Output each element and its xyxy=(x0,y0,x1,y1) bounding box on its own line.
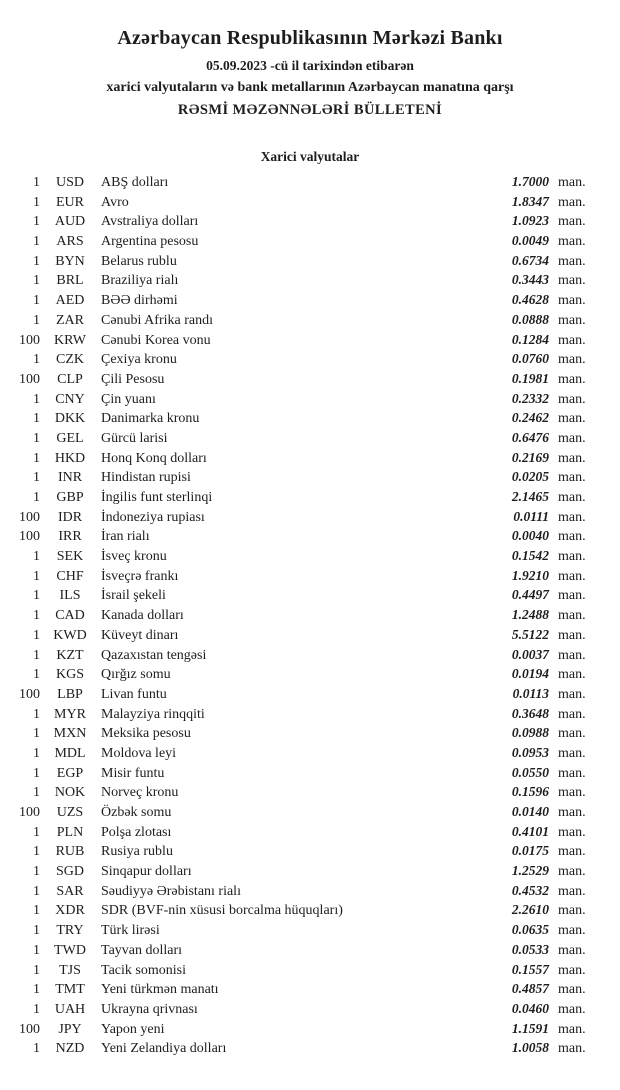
rate-value: 1.7000 xyxy=(511,174,549,189)
rate-unit: man. xyxy=(558,627,586,643)
rate-row xyxy=(0,605,620,625)
section-title-foreign-currencies: Xarici valyutalar xyxy=(260,149,360,164)
rate-unit: man. xyxy=(558,864,586,880)
rate-row xyxy=(0,1019,620,1039)
bulletin-subtitle: xarici valyutaların və bank metallarının Azərbaycan manatına qarşı xyxy=(106,80,514,95)
rate-unit: man. xyxy=(558,844,586,860)
rate-quantity: 1 xyxy=(33,864,40,880)
currency-code: CHF xyxy=(56,568,84,584)
currency-name: İngilis funt sterlinqi xyxy=(101,490,213,505)
rate-quantity: 1 xyxy=(33,942,40,958)
currency-name: Çexiya kronu xyxy=(101,352,177,368)
rate-unit: man. xyxy=(558,588,586,604)
rate-unit: man. xyxy=(558,175,586,190)
rate-value: 0.0111 xyxy=(513,508,549,524)
currency-name: Tayvan dolları xyxy=(101,942,183,958)
currency-code: RUB xyxy=(55,844,85,860)
currency-code: MXN xyxy=(53,726,87,742)
rate-value: 0.0635 xyxy=(511,922,549,938)
rate-unit: man. xyxy=(558,234,586,250)
rate-quantity: 1 xyxy=(33,470,40,486)
rate-value: 0.0040 xyxy=(511,528,549,544)
rate-quantity: 1 xyxy=(33,234,40,250)
rate-unit: man. xyxy=(558,1001,586,1017)
rate-row xyxy=(0,251,620,271)
rate-quantity: 1 xyxy=(33,214,40,230)
currency-name: Danimarka kronu xyxy=(101,411,200,427)
currency-name: Ukrayna qrivnası xyxy=(101,1001,198,1017)
currency-code: CAD xyxy=(55,608,85,624)
currency-code: BRL xyxy=(56,273,84,289)
rate-quantity: 1 xyxy=(33,982,40,998)
rate-row xyxy=(0,231,620,251)
rate-row xyxy=(0,369,620,389)
rate-row xyxy=(0,822,620,842)
rate-quantity: 1 xyxy=(33,194,40,210)
rate-row xyxy=(0,211,620,231)
rate-value: 0.0533 xyxy=(511,941,549,957)
rate-row xyxy=(0,625,620,645)
currency-code: UAH xyxy=(54,1001,86,1017)
rate-value: 0.3443 xyxy=(511,272,549,288)
rate-quantity: 100 xyxy=(19,371,40,387)
rate-row xyxy=(0,546,620,566)
currency-name: Kanada dolları xyxy=(101,608,184,624)
rate-row xyxy=(0,1038,620,1058)
rate-row xyxy=(0,585,620,605)
currency-name: BƏƏ dirhəmi xyxy=(101,293,178,309)
rate-quantity: 1 xyxy=(33,312,40,328)
bulletin-title: RƏSMİ MƏZƏNNƏLƏRİ BÜLLETENİ xyxy=(177,102,443,118)
currency-code: DKK xyxy=(54,411,86,427)
currency-code: JPY xyxy=(58,1021,82,1037)
currency-name: SDR (BVF-nin xüsusi borcalma hüquqları) xyxy=(101,903,343,919)
currency-code: ARS xyxy=(56,234,84,250)
currency-name: İran rialı xyxy=(101,529,150,545)
currency-name: Hindistan rupisi xyxy=(101,470,191,486)
rate-value: 1.8347 xyxy=(511,193,549,209)
rate-value: 0.2462 xyxy=(511,410,549,426)
rate-quantity: 100 xyxy=(19,529,40,545)
currency-code: AED xyxy=(55,293,85,309)
currency-code: ZAR xyxy=(56,312,84,328)
rate-value: 0.0037 xyxy=(511,646,549,662)
currency-code: KGS xyxy=(55,667,84,683)
rate-quantity: 1 xyxy=(33,883,40,899)
currency-code: CZK xyxy=(56,352,84,368)
currency-name: Sinqapur dolları xyxy=(101,864,192,880)
currency-name: Qırğız somu xyxy=(101,667,171,683)
rate-value: 5.5122 xyxy=(511,626,549,642)
rate-unit: man. xyxy=(558,824,586,840)
currency-code: SGD xyxy=(55,864,84,880)
rate-row xyxy=(0,900,620,920)
rate-quantity: 1 xyxy=(33,549,40,565)
rate-unit: man. xyxy=(558,509,586,525)
rate-value: 1.0058 xyxy=(511,1040,549,1056)
rate-row xyxy=(0,841,620,861)
rate-row xyxy=(0,428,620,448)
rate-unit: man. xyxy=(558,1041,586,1057)
rate-value: 0.1542 xyxy=(511,548,549,564)
currency-name: ABŞ dolları xyxy=(101,175,169,190)
rate-unit: man. xyxy=(558,765,586,781)
currency-name: Səudiyyə Ərəbistanı rialı xyxy=(101,883,241,899)
rate-quantity: 100 xyxy=(19,332,40,348)
rate-row xyxy=(0,349,620,369)
rate-row xyxy=(0,467,620,487)
rate-quantity: 1 xyxy=(33,785,40,801)
effective-date-line: 05.09.2023 -cü il tarixindən etibarən xyxy=(206,58,414,73)
rate-value: 1.0923 xyxy=(511,213,549,229)
rate-unit: man. xyxy=(558,194,586,210)
currency-code: GEL xyxy=(56,430,84,446)
rate-row xyxy=(0,526,620,546)
currency-code: PLN xyxy=(56,824,84,840)
rate-unit: man. xyxy=(558,608,586,624)
currency-name: Çin yuanı xyxy=(101,391,156,407)
rate-row xyxy=(0,310,620,330)
rate-value: 2.2610 xyxy=(511,902,549,918)
currency-name: Cənubi Afrika randı xyxy=(101,312,213,328)
rate-value: 0.4628 xyxy=(511,292,549,308)
rate-row xyxy=(0,861,620,881)
rate-row xyxy=(0,408,620,428)
rate-value: 0.4532 xyxy=(511,882,549,898)
rate-quantity: 1 xyxy=(33,923,40,939)
rate-value: 0.3648 xyxy=(511,705,549,721)
rate-quantity: 1 xyxy=(33,411,40,427)
rate-unit: man. xyxy=(558,923,586,939)
currency-name: Yapon yeni xyxy=(101,1021,165,1037)
currency-name: Braziliya rialı xyxy=(101,273,179,289)
rate-quantity: 1 xyxy=(33,745,40,761)
rate-unit: man. xyxy=(558,568,586,584)
rate-value: 0.0140 xyxy=(511,804,549,819)
currency-name: Belarus rublu xyxy=(101,253,177,269)
rate-quantity: 1 xyxy=(33,667,40,683)
currency-code: ILS xyxy=(59,588,81,604)
currency-code: TMT xyxy=(55,982,85,998)
rate-unit: man. xyxy=(558,293,586,309)
rate-value: 1.9210 xyxy=(511,567,549,583)
rate-unit: man. xyxy=(558,490,586,505)
rate-unit: man. xyxy=(558,785,586,801)
currency-code: NOK xyxy=(54,785,86,801)
currency-code: TRY xyxy=(56,923,84,939)
rate-unit: man. xyxy=(558,450,586,466)
rate-value: 0.1981 xyxy=(511,370,549,386)
currency-name: Polşa zlotası xyxy=(101,824,172,840)
rate-quantity: 1 xyxy=(33,647,40,663)
currency-name: Yeni Zelandiya dolları xyxy=(101,1041,227,1057)
rate-quantity: 1 xyxy=(33,627,40,643)
rate-unit: man. xyxy=(558,942,586,958)
currency-code: KWD xyxy=(53,627,87,643)
currency-code: CLP xyxy=(57,371,83,387)
rate-row xyxy=(0,192,620,212)
rate-quantity: 1 xyxy=(33,253,40,269)
rate-quantity: 1 xyxy=(33,391,40,407)
rate-value: 0.0550 xyxy=(511,764,549,780)
rate-quantity: 1 xyxy=(33,568,40,584)
currency-code: AUD xyxy=(54,214,86,230)
currency-code: MYR xyxy=(54,706,86,722)
rate-value: 1.1591 xyxy=(511,1020,549,1036)
currency-name: Qazaxıstan tengəsi xyxy=(101,647,207,663)
rate-value: 0.0953 xyxy=(511,744,549,760)
rate-unit: man. xyxy=(558,411,586,427)
rate-value: 0.2169 xyxy=(511,449,549,465)
rate-unit: man. xyxy=(558,529,586,545)
rate-unit: man. xyxy=(558,391,586,407)
rate-row xyxy=(0,270,620,290)
rate-row xyxy=(0,448,620,468)
currency-code: XDR xyxy=(55,903,85,919)
rate-row xyxy=(0,664,620,684)
rate-quantity: 1 xyxy=(33,588,40,604)
rate-row xyxy=(0,172,620,192)
currency-name: İndoneziya rupiası xyxy=(101,509,205,525)
rate-value: 1.2529 xyxy=(511,863,549,879)
rate-unit: man. xyxy=(558,371,586,387)
rate-value: 1.2488 xyxy=(511,607,549,623)
rate-row xyxy=(0,881,620,901)
currency-code: SEK xyxy=(56,549,84,565)
currency-code: TJS xyxy=(59,962,81,978)
rate-value: 0.2332 xyxy=(511,390,549,406)
rate-quantity: 100 xyxy=(19,686,40,702)
currency-name: Argentina pesosu xyxy=(101,234,199,250)
currency-code: IDR xyxy=(57,509,83,525)
rate-row xyxy=(0,802,620,822)
rate-value: 0.1596 xyxy=(511,784,549,800)
rate-quantity: 1 xyxy=(33,844,40,860)
currency-code: EUR xyxy=(56,194,84,210)
rate-unit: man. xyxy=(558,273,586,289)
currency-code: KRW xyxy=(54,332,86,348)
currency-code: HKD xyxy=(54,450,86,466)
rate-quantity: 1 xyxy=(33,450,40,466)
rate-row xyxy=(0,684,620,704)
rate-unit: man. xyxy=(558,430,586,446)
currency-name: Küveyt dinarı xyxy=(101,627,179,643)
rate-quantity: 1 xyxy=(33,608,40,624)
currency-name: Avro xyxy=(101,194,129,210)
currency-code: EGP xyxy=(56,765,84,781)
rate-value: 0.0888 xyxy=(511,311,549,327)
rate-unit: man. xyxy=(558,352,586,368)
currency-code: LBP xyxy=(57,686,83,702)
currency-code: SAR xyxy=(56,883,84,899)
rate-value: 2.1465 xyxy=(511,489,549,504)
rate-quantity: 1 xyxy=(33,490,40,505)
currency-name: Moldova leyi xyxy=(101,745,177,761)
rate-unit: man. xyxy=(558,982,586,998)
rate-row xyxy=(0,743,620,763)
currency-code: UZS xyxy=(56,805,84,820)
currency-name: Misir funtu xyxy=(101,765,165,781)
rate-value: 0.0760 xyxy=(511,351,549,367)
rate-quantity: 1 xyxy=(33,1001,40,1017)
rate-row xyxy=(0,645,620,665)
rate-value: 0.4857 xyxy=(511,981,549,997)
currency-code: INR xyxy=(57,470,83,486)
currency-code: TWD xyxy=(54,942,86,958)
currency-code: GBP xyxy=(56,490,84,505)
rate-row xyxy=(0,389,620,409)
rate-row xyxy=(0,723,620,743)
rate-value: 0.4101 xyxy=(511,823,549,839)
currency-code: IRR xyxy=(58,529,82,545)
rate-row xyxy=(0,920,620,940)
rate-unit: man. xyxy=(558,214,586,230)
rate-value: 0.0194 xyxy=(511,666,549,682)
rate-row xyxy=(0,290,620,310)
rate-unit: man. xyxy=(558,903,586,919)
currency-code: CNY xyxy=(55,391,85,407)
rate-unit: man. xyxy=(558,312,586,328)
rate-quantity: 1 xyxy=(33,962,40,978)
rate-quantity: 1 xyxy=(33,903,40,919)
rate-unit: man. xyxy=(558,549,586,565)
rate-row xyxy=(0,940,620,960)
rate-value: 0.6476 xyxy=(511,429,549,445)
currency-name: Meksika pesosu xyxy=(101,726,191,742)
rate-row xyxy=(0,763,620,783)
currency-name: Cənubi Korea vonu xyxy=(101,332,211,348)
currency-name: Tacik somonisi xyxy=(101,962,186,978)
rate-quantity: 1 xyxy=(33,430,40,446)
currency-name: İsveçrə frankı xyxy=(101,568,179,584)
rate-quantity: 1 xyxy=(33,175,40,190)
currency-name: Avstraliya dolları xyxy=(101,214,199,230)
rate-value: 0.1557 xyxy=(511,961,549,977)
rates-table xyxy=(0,172,620,1058)
rate-quantity: 1 xyxy=(33,824,40,840)
currency-code: BYN xyxy=(55,253,85,269)
rate-quantity: 1 xyxy=(33,293,40,309)
rate-quantity: 1 xyxy=(33,726,40,742)
rate-value: 0.0049 xyxy=(511,233,549,249)
rate-row xyxy=(0,487,620,507)
rate-quantity: 1 xyxy=(33,706,40,722)
currency-name: Özbək somu xyxy=(101,805,172,820)
rate-unit: man. xyxy=(558,686,586,702)
rate-row xyxy=(0,566,620,586)
rate-unit: man. xyxy=(558,253,586,269)
rate-value: 0.0113 xyxy=(512,685,549,701)
rate-row xyxy=(0,979,620,999)
rate-quantity: 1 xyxy=(33,273,40,289)
rate-value: 0.0175 xyxy=(511,843,549,859)
currency-name: İsveç kronu xyxy=(101,549,167,565)
currency-name: Gürcü larisi xyxy=(101,430,168,446)
rate-value: 0.6734 xyxy=(511,252,549,268)
currency-name: İsrail şekeli xyxy=(101,588,166,604)
rate-unit: man. xyxy=(558,1021,586,1037)
currency-name: Honq Konq dolları xyxy=(101,450,207,466)
rate-value: 0.0460 xyxy=(511,1000,549,1016)
currency-name: Norveç kronu xyxy=(101,785,179,801)
currency-name: Rusiya rublu xyxy=(101,844,173,860)
currency-code: KZT xyxy=(56,647,84,663)
rate-quantity: 100 xyxy=(19,805,40,820)
rate-unit: man. xyxy=(558,726,586,742)
rate-value: 0.0205 xyxy=(511,469,549,485)
rate-quantity: 100 xyxy=(19,509,40,525)
currency-name: Malayziya rinqqiti xyxy=(101,706,205,722)
currency-name: Yeni türkmən manatı xyxy=(101,982,219,998)
rate-row xyxy=(0,507,620,527)
rate-unit: man. xyxy=(558,805,586,820)
bank-name-title: Azərbaycan Respublikasının Mərkəzi Bankı xyxy=(117,27,503,49)
rate-unit: man. xyxy=(558,470,586,486)
rate-row xyxy=(0,704,620,724)
rate-unit: man. xyxy=(558,332,586,348)
rate-quantity: 1 xyxy=(33,1041,40,1057)
rate-row xyxy=(0,782,620,802)
rate-value: 0.0988 xyxy=(511,725,549,741)
rate-quantity: 1 xyxy=(33,765,40,781)
rate-row xyxy=(0,330,620,350)
rate-value: 0.1284 xyxy=(511,331,549,347)
rate-unit: man. xyxy=(558,883,586,899)
rate-row xyxy=(0,960,620,980)
rate-quantity: 1 xyxy=(33,352,40,368)
rate-unit: man. xyxy=(558,745,586,761)
rate-row xyxy=(0,999,620,1019)
rate-quantity: 100 xyxy=(19,1021,40,1037)
rate-unit: man. xyxy=(558,962,586,978)
currency-code: USD xyxy=(55,175,84,190)
currency-code: NZD xyxy=(55,1041,85,1057)
rate-unit: man. xyxy=(558,706,586,722)
currency-name: Livan funtu xyxy=(101,686,167,702)
document-header xyxy=(0,0,620,119)
rate-unit: man. xyxy=(558,667,586,683)
currency-name: Türk lirəsi xyxy=(101,923,160,939)
currency-name: Çili Pesosu xyxy=(101,371,165,387)
rate-value: 0.4497 xyxy=(511,587,549,603)
currency-code: MDL xyxy=(54,745,86,761)
rate-unit: man. xyxy=(558,647,586,663)
